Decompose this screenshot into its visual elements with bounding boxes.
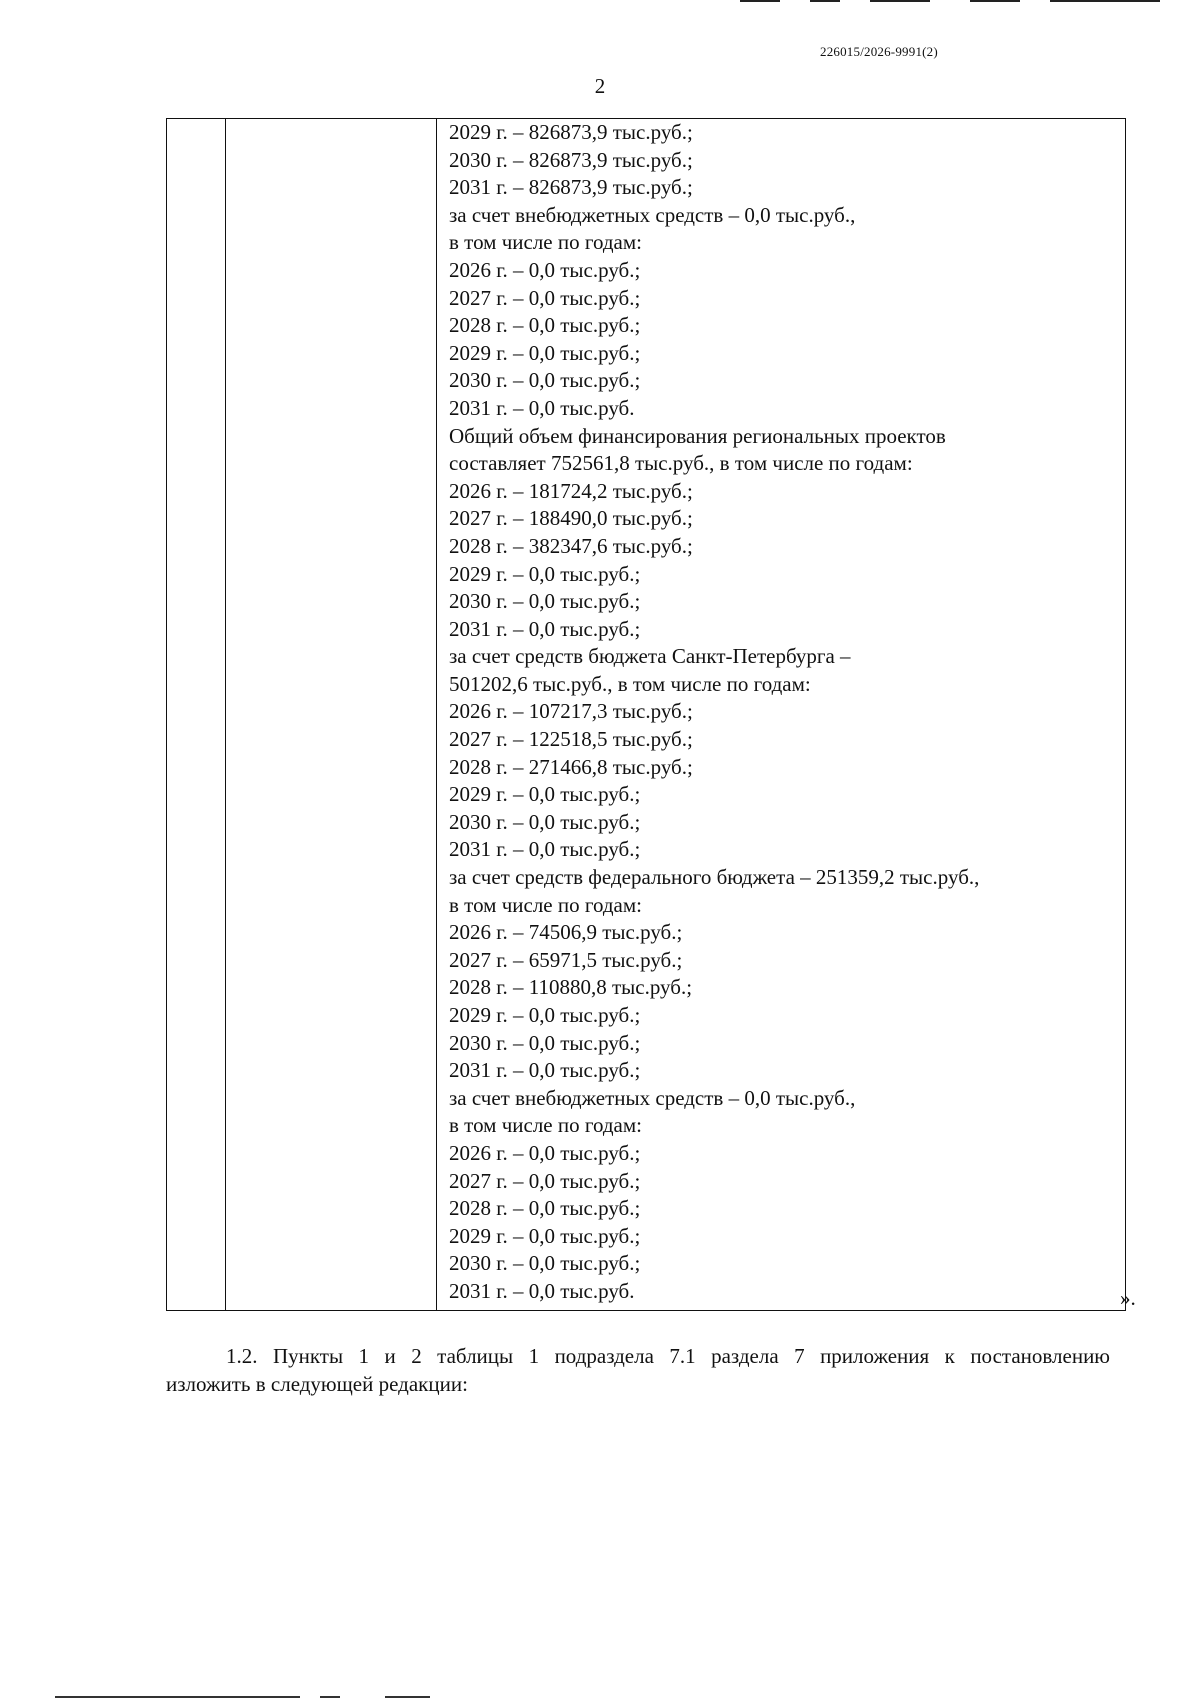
funding-line: 2028 г. – 110880,8 тыс.руб.; <box>449 975 693 1000</box>
funding-line: 2028 г. – 382347,6 тыс.руб.; <box>449 533 693 558</box>
funding-line: в том числе по годам: <box>449 1113 642 1138</box>
scan-artifact-top <box>740 0 1160 4</box>
funding-line: 2029 г. – 0,0 тыс.руб.; <box>449 1223 641 1248</box>
funding-line: 2027 г. – 188490,0 тыс.руб.; <box>449 506 693 531</box>
funding-line: 2030 г. – 826873,9 тыс.руб.; <box>449 147 693 172</box>
funding-line: в том числе по годам: <box>449 230 642 255</box>
funding-line: 2031 г. – 826873,9 тыс.руб.; <box>449 175 693 200</box>
funding-line: 2028 г. – 0,0 тыс.руб.; <box>449 313 641 338</box>
table-cell-number <box>167 119 226 1311</box>
paragraph-line-1: 1.2. Пункты 1 и 2 таблицы 1 подраздела 7.1 раздела 7 приложения к постановлению <box>226 1344 1110 1368</box>
funding-line: 2031 г. – 0,0 тыс.руб.; <box>449 837 641 862</box>
funding-line: 2027 г. – 0,0 тыс.руб.; <box>449 1168 641 1193</box>
funding-line: за счет внебюджетных средств – 0,0 тыс.руб., <box>449 1085 856 1110</box>
closing-quote: ». <box>1120 1286 1136 1310</box>
funding-line: 2028 г. – 271466,8 тыс.руб.; <box>449 754 693 779</box>
funding-line: 2026 г. – 0,0 тыс.руб.; <box>449 257 641 282</box>
funding-line: 2030 г. – 0,0 тыс.руб.; <box>449 1030 641 1055</box>
funding-line: 2031 г. – 0,0 тыс.руб.; <box>449 616 641 641</box>
funding-line: 2026 г. – 74506,9 тыс.руб.; <box>449 920 683 945</box>
funding-line: 2029 г. – 0,0 тыс.руб.; <box>449 340 641 365</box>
table-cell-title <box>226 119 437 1311</box>
funding-line: 2030 г. – 0,0 тыс.руб.; <box>449 809 641 834</box>
paragraph-line-2: изложить в следующей редакции: <box>166 1372 468 1396</box>
funding-line: 2029 г. – 826873,9 тыс.руб.; <box>449 120 693 144</box>
funding-line: 2030 г. – 0,0 тыс.руб.; <box>449 1251 641 1276</box>
funding-line: 2029 г. – 0,0 тыс.руб.; <box>449 782 641 807</box>
funding-line: 2029 г. – 0,0 тыс.руб.; <box>449 1003 641 1027</box>
funding-line: за счет внебюджетных средств – 0,0 тыс.руб., <box>449 202 856 227</box>
funding-line: 2030 г. – 0,0 тыс.руб.; <box>449 368 641 393</box>
funding-line: 2027 г. – 122518,5 тыс.руб.; <box>449 727 693 752</box>
funding-line: 2029 г. – 0,0 тыс.руб.; <box>449 561 641 586</box>
funding-line: 2030 г. – 0,0 тыс.руб.; <box>449 589 641 614</box>
funding-line: Общий объем финансирования региональных проектов <box>449 423 946 448</box>
funding-line: 2031 г. – 0,0 тыс.руб. <box>449 1278 635 1303</box>
funding-line: 2026 г. – 107217,3 тыс.руб.; <box>449 699 693 724</box>
page-number: 2 <box>594 74 606 98</box>
funding-line: за счет средств федерального бюджета – 251359,2 тыс.руб., <box>449 865 980 890</box>
funding-line: 2027 г. – 65971,5 тыс.руб.; <box>449 947 683 972</box>
amendment-paragraph <box>166 1342 1110 1398</box>
funding-table <box>166 118 1126 1311</box>
funding-line: 2027 г. – 0,0 тыс.руб.; <box>449 285 641 310</box>
funding-line: 2028 г. – 0,0 тыс.руб.; <box>449 1196 641 1221</box>
funding-line: 2031 г. – 0,0 тыс.руб. <box>449 395 635 420</box>
table-row <box>167 119 1126 1311</box>
funding-line: за счет средств бюджета Санкт-Петербурга – <box>449 644 851 669</box>
funding-line: 501202,6 тыс.руб., в том числе по годам: <box>449 671 811 696</box>
funding-line: 2031 г. – 0,0 тыс.руб.; <box>449 1058 641 1083</box>
funding-line: 2026 г. – 0,0 тыс.руб.; <box>449 1140 641 1165</box>
table-cell-funding-details <box>437 119 1126 1311</box>
document-registration-number: 226015/2026-9991(2) <box>820 44 938 59</box>
funding-line: в том числе по годам: <box>449 892 642 917</box>
funding-line: составляет 752561,8 тыс.руб., в том числе по годам: <box>449 451 913 476</box>
scan-artifact-bottom <box>55 1696 475 1699</box>
funding-line: 2026 г. – 181724,2 тыс.руб.; <box>449 478 693 503</box>
